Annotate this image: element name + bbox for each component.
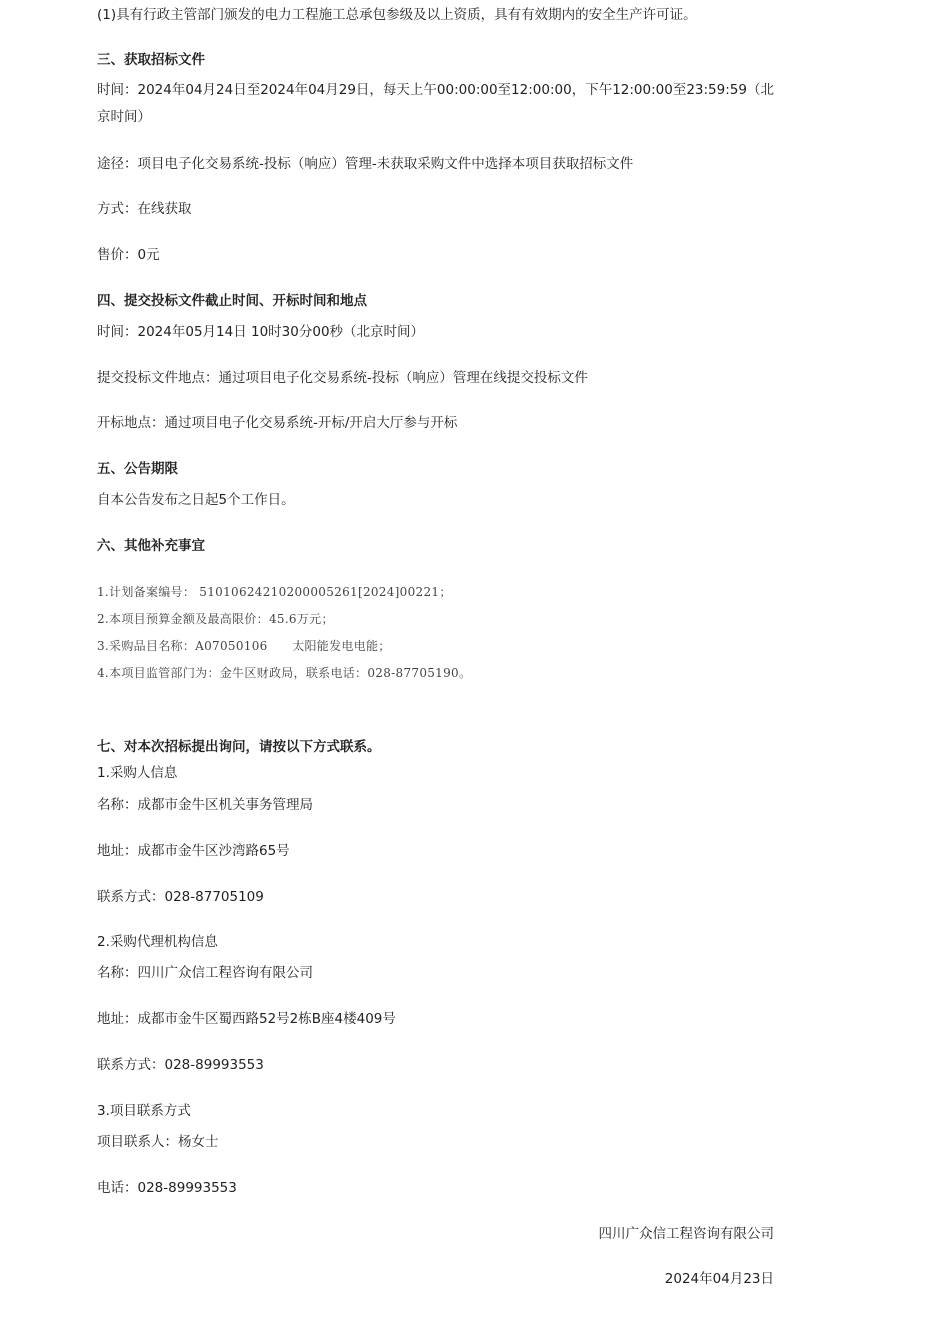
purchaser-contact: 联系方式：028-87705109 <box>97 889 264 905</box>
qualification-line: (1)具有行政主管部门颁发的电力工程施工总承包参级及以上资质，具有有效期内的安全生产许可证。 <box>97 7 697 23</box>
section4-heading: 四、提交投标文件截止时间、开标时间和地点 <box>97 293 367 309</box>
signature-date: 2024年04月23日 <box>664 1271 774 1287</box>
agency-address: 地址：成都市金牛区蜀西路52号2栋B座4楼409号 <box>97 1011 396 1027</box>
section3-method: 方式：在线获取 <box>97 201 192 217</box>
agency-heading: 2.采购代理机构信息 <box>97 934 218 950</box>
project-contact-phone: 电话：028-89993553 <box>97 1180 237 1196</box>
agency-contact: 联系方式：028-89993553 <box>97 1057 264 1073</box>
section3-price: 售价：0元 <box>97 247 160 263</box>
section4-submit-place: 提交投标文件地点：通过项目电子化交易系统-投标（响应）管理在线提交投标文件 <box>97 370 588 386</box>
section6-item: 3.采购品目名称：A07050106 太阳能发电电能； <box>97 639 391 653</box>
section5-text: 自本公告发布之日起5个工作日。 <box>97 492 295 508</box>
section5-heading: 五、公告期限 <box>97 461 178 477</box>
agency-name: 名称：四川广众信工程咨询有限公司 <box>97 965 313 981</box>
purchaser-heading: 1.采购人信息 <box>97 765 178 781</box>
signature-company: 四川广众信工程咨询有限公司 <box>598 1226 774 1242</box>
section6-heading: 六、其他补充事宜 <box>97 538 205 554</box>
project-contact-person: 项目联系人：杨女士 <box>97 1134 219 1150</box>
section4-time: 时间：2024年05月14日 10时30分00秒（北京时间） <box>97 324 425 340</box>
section3-channel: 途径：项目电子化交易系统-投标（响应）管理-未获取采购文件中选择本项目获取招标文件 <box>97 156 634 172</box>
section7-heading: 七、对本次招标提出询问，请按以下方式联系。 <box>97 739 381 755</box>
section6-item: 1.计划备案编号： 51010624210200005261[2024]00221； <box>97 585 452 599</box>
section4-open-place: 开标地点：通过项目电子化交易系统-开标/开启大厅参与开标 <box>97 415 458 431</box>
section3-time: 时间：2024年04月24日至2024年04月29日，每天上午00:00:00至12:00:00，下午12:00:00至23:59:59（北京时间） <box>97 82 774 125</box>
section3-heading: 三、获取招标文件 <box>97 52 205 68</box>
section6-item: 4.本项目监管部门为：金牛区财政局，联系电话：028-87705190。 <box>97 666 472 680</box>
project-contact-heading: 3.项目联系方式 <box>97 1103 191 1119</box>
purchaser-address: 地址：成都市金牛区沙湾路65号 <box>97 843 290 859</box>
section6-item: 2.本项目预算金额及最高限价：45.6万元； <box>97 612 334 626</box>
purchaser-name: 名称：成都市金牛区机关事务管理局 <box>97 797 313 813</box>
